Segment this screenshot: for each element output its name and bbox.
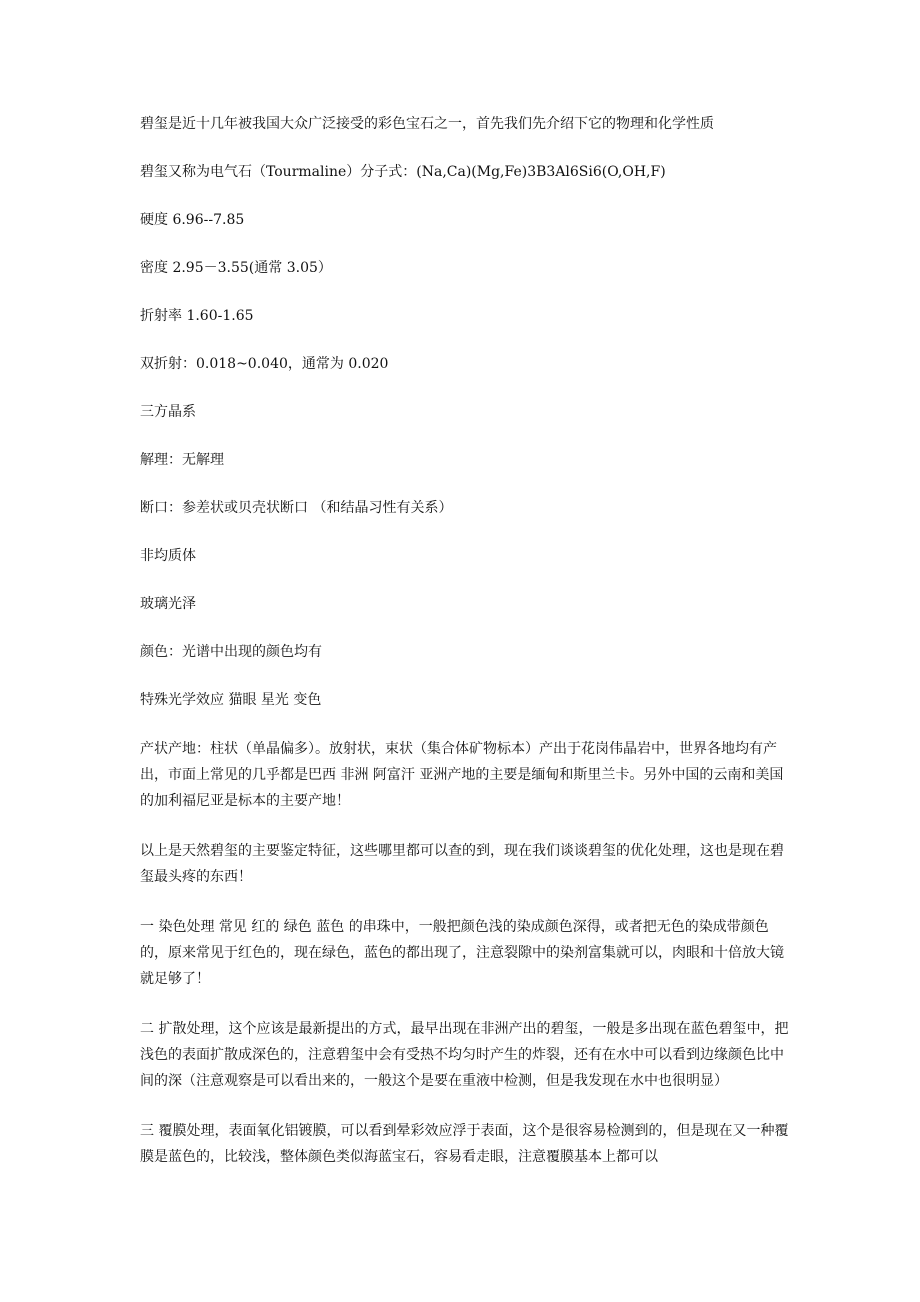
birefringence-line: 双折射：0.018~0.040，通常为 0.020 [140,356,389,372]
document-body [140,112,792,1194]
luster-line: 玻璃光泽 [140,596,196,612]
coating-paragraph: 三 覆膜处理，表面氧化铝镀膜，可以看到晕彩效应浮于表面，这个是很容易检测到的，但是现在又一种覆膜是蓝色的，比较浅，整体颜色类似海蓝宝石，容易看走眼，注意覆膜基本上都可以 [140,1123,789,1165]
occurrence-paragraph: 产状产地：柱状（单晶偏多）。放射状，束状（集合体矿物标本）产出于花岗伟晶岩中，世界各地均有产出，市面上常见的几乎都是巴西 非洲 阿富汗 亚洲产地的主要是缅甸和斯里兰卡。另外中国的云南和美国的加利福尼亚是标本的主要产地！ [140,741,784,809]
diffusion-paragraph: 二 扩散处理，这个应该是最新提出的方式，最早出现在非洲产出的碧玺，一般是多出现在蓝色碧玺中，把浅色的表面扩散成深色的，注意碧玺中会有受热不均匀时产生的炸裂，还有在水中可以看到边缘颜色比中间的深（注意观察是可以看出来的，一般这个是要在重液中检测，但是我发现在水中也很明显） [140,1021,789,1089]
optical-effects-line: 特殊光学效应 猫眼 星光 变色 [140,692,322,708]
hardness-line: 硬度 6.96--7.85 [140,212,245,228]
anisotropic-line: 非均质体 [140,548,196,564]
density-line: 密度 2.95－3.55(通常 3.05） [140,260,332,276]
intro-line: 碧玺是近十几年被我国大众广泛接受的彩色宝石之一，首先我们先介绍下它的物理和化学性质 [140,116,714,132]
cleavage-line: 解理：无解理 [140,452,224,468]
fracture-line: 断口：参差状或贝壳状断口 （和结晶习性有关系） [140,500,453,516]
color-line: 颜色：光谱中出现的颜色均有 [140,644,322,660]
treatment-intro-paragraph: 以上是天然碧玺的主要鉴定特征，这些哪里都可以查的到，现在我们谈谈碧玺的优化处理，这也是现在碧玺最头疼的东西！ [140,843,784,885]
dyeing-paragraph: 一 染色处理 常见 红的 绿色 蓝色 的串珠中，一般把颜色浅的染成颜色深得，或者把无色的染成带颜色的，原来常见于红色的，现在绿色，蓝色的都出现了，注意裂隙中的染剂富集就可以，肉眼和十倍放大镜就足够了！ [140,919,784,987]
refractive-index-line: 折射率 1.60-1.65 [140,308,254,324]
crystal-system-line: 三方晶系 [140,404,196,420]
formula-line: 碧玺又称为电气石（Tourmaline）分子式：(Na,Ca)(Mg,Fe)3B3Al6Si6(O,OH,F) [140,164,666,180]
